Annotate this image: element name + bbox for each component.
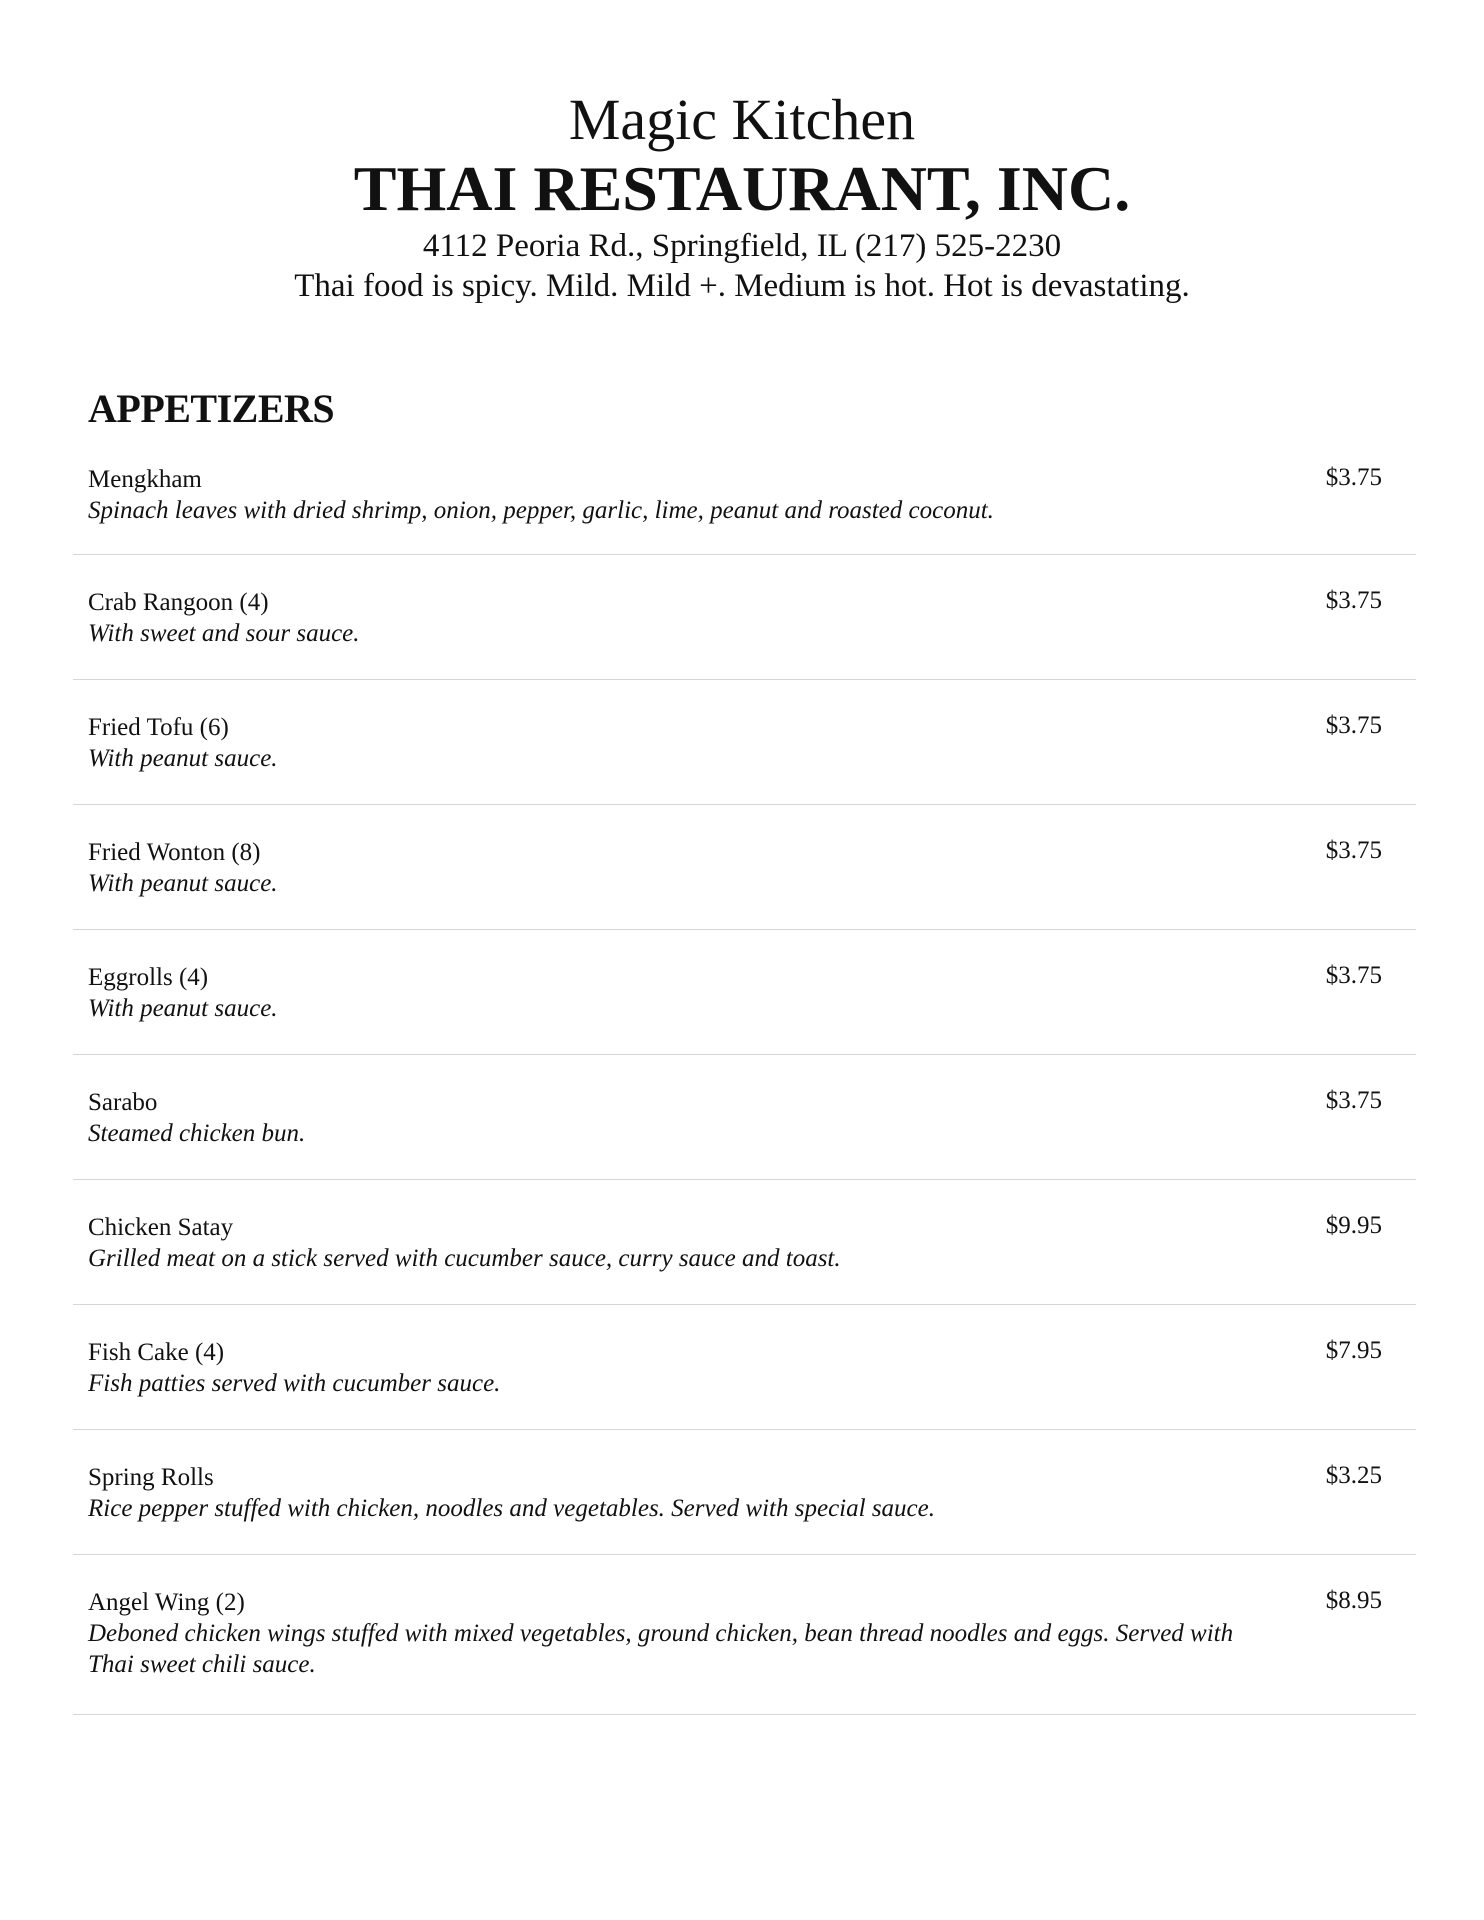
item-description: With peanut sauce. [88,995,278,1022]
appetizer-list [73,462,1416,1715]
item-name: Fried Tofu (6) [88,714,229,741]
address-phone: 4112 Peoria Rd., Springfield, IL (217) 525-2230 [422,228,1062,264]
item-text [88,930,1288,1024]
item-text [88,1555,1288,1680]
item-name: Eggrolls (4) [88,964,209,991]
item-name: Angel Wing (2) [88,1589,245,1616]
menu-item [73,1055,1416,1180]
menu-item [73,1555,1416,1715]
item-name: Crab Rangoon (4) [88,589,269,616]
menu-item [73,1430,1416,1555]
item-name: Mengkham [88,466,202,493]
item-text [88,555,1288,649]
item-price: $3.75 [1325,962,1382,989]
item-price: $9.95 [1325,1212,1382,1239]
item-price: $3.75 [1325,464,1382,491]
item-text [88,805,1288,899]
item-description: Grilled meat on a stick served with cucumber sauce, curry sauce and toast. [88,1245,841,1272]
item-name: Chicken Satay [88,1214,234,1241]
item-price: $3.75 [1325,837,1382,864]
company-name: THAI RESTAURANT, INC. [353,153,1131,224]
section-title-appetizers: APPETIZERS [88,386,335,431]
item-text [88,1305,1288,1399]
spice-note: Thai food is spicy. Mild. Mild +. Medium is hot. Hot is devastating. [294,268,1190,304]
menu-item [73,930,1416,1055]
item-price: $8.95 [1325,1587,1382,1614]
item-price: $3.75 [1325,587,1382,614]
brand-name: Magic Kitchen [568,87,916,152]
item-text [88,1430,1288,1524]
item-price: $3.25 [1325,1462,1382,1489]
item-text [88,462,1288,526]
item-text [88,1180,1288,1274]
item-name: Spring Rolls [88,1464,214,1491]
item-text [88,680,1288,774]
menu-item [73,805,1416,930]
item-description: With peanut sauce. [88,745,278,772]
item-name: Sarabo [88,1089,158,1116]
menu-item [73,1305,1416,1430]
item-description: Rice pepper stuffed with chicken, noodles and vegetables. Served with special sauce. [88,1495,935,1522]
item-description: With sweet and sour sauce. [88,620,360,647]
menu-item [73,1180,1416,1305]
item-price: $3.75 [1325,1087,1382,1114]
item-price: $3.75 [1325,712,1382,739]
item-description: Steamed chicken bun. [88,1120,306,1147]
menu-item [73,555,1416,680]
item-price: $7.95 [1325,1337,1382,1364]
item-description: With peanut sauce. [88,870,278,897]
item-description: Spinach leaves with dried shrimp, onion, pepper, garlic, lime, peanut and roasted coconut. [88,497,994,524]
item-description: Fish patties served with cucumber sauce. [88,1370,501,1397]
menu-item [73,680,1416,805]
item-text [88,1055,1288,1149]
menu-item [73,462,1416,555]
item-name: Fish Cake (4) [88,1339,225,1366]
item-description: Deboned chicken wings stuffed with mixed vegetables, ground chicken, bean thread noodles and eggs. Served with Thai sweet chili sauce. [88,1620,1234,1678]
item-name: Fried Wonton (8) [88,839,261,866]
